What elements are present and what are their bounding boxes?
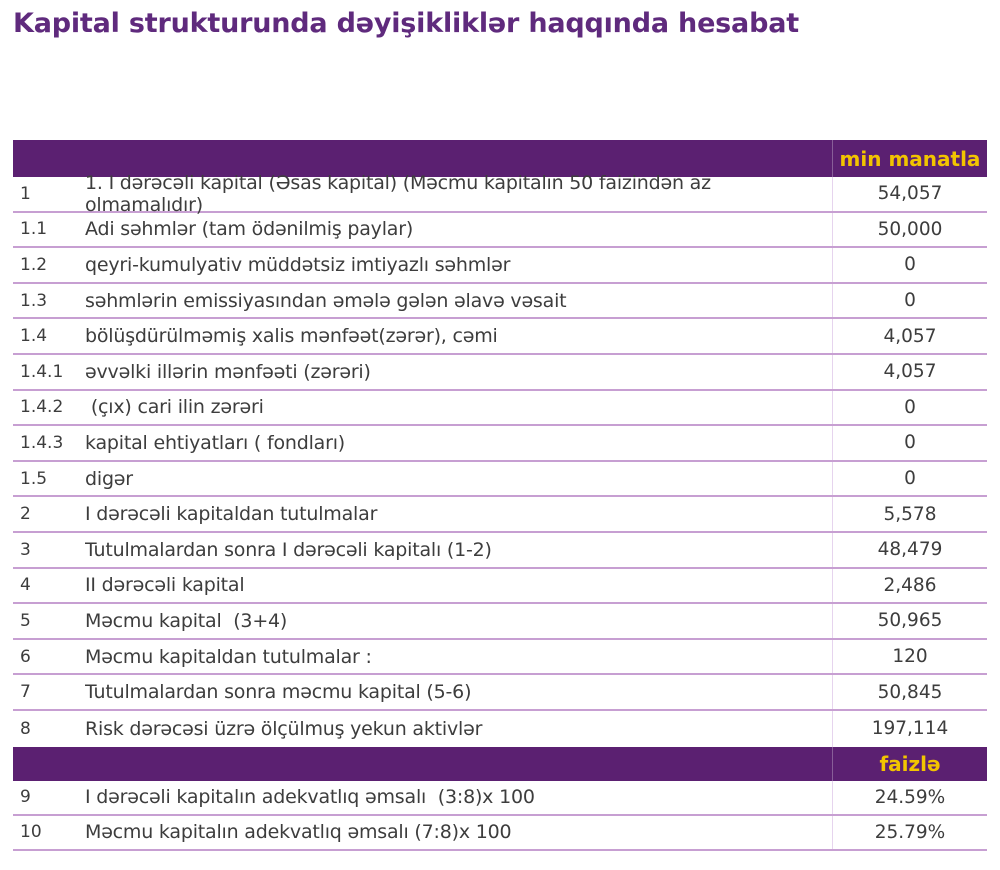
table-row: [13, 604, 987, 640]
row-number: 10: [20, 822, 42, 842]
percent-bar-spacer: [13, 747, 832, 781]
percent-header-label: faizlə: [832, 747, 987, 781]
row-number: 1.5: [20, 468, 48, 489]
table-row: [13, 171, 987, 216]
row-value: 0: [832, 462, 987, 496]
row-value: 4,057: [832, 319, 987, 353]
row-value: 54,057: [832, 177, 987, 211]
table-row: [13, 355, 987, 391]
row-value: 50,000: [832, 213, 987, 247]
row-number: 5: [20, 610, 31, 631]
table-row: [13, 569, 987, 605]
table-row: [13, 213, 987, 249]
row-value: 50,845: [832, 675, 987, 709]
row-number: 8: [20, 718, 31, 739]
capital-structure-table: [13, 140, 987, 851]
row-number: 1.4: [20, 326, 48, 347]
row-number: 1.4.3: [20, 432, 64, 453]
row-value: 4,057: [832, 355, 987, 389]
row-number: 1.4.2: [20, 397, 64, 418]
row-number: 4: [20, 575, 31, 596]
table-row: [13, 675, 987, 711]
table-body: [13, 171, 987, 747]
row-label: Tutulmalardan sonra I dərəcəli kapitalı (1-2): [85, 538, 492, 561]
row-label: bölüşdürülməmiş xalis mənfəət(zərər), cəmi: [85, 325, 498, 348]
row-label: digər: [85, 467, 133, 490]
table-row: [13, 248, 987, 284]
row-value: 197,114: [832, 711, 987, 747]
row-label: (çıx) cari ilin zərəri: [85, 396, 264, 419]
row-value: 5,578: [832, 497, 987, 531]
row-label: Məcmu kapitalın adekvatlıq əmsalı (7:8)x 100: [85, 821, 512, 843]
table-row: [13, 640, 987, 676]
table-row: [13, 497, 987, 533]
table-row: [13, 319, 987, 355]
table-row: [13, 284, 987, 320]
row-number: 2: [20, 504, 31, 525]
row-label: Risk dərəcəsi üzrə ölçülmuş yekun aktivlər: [85, 717, 483, 740]
row-number: 1.3: [20, 290, 48, 311]
row-label: I dərəcəli kapitaldan tutulmalar: [85, 503, 378, 526]
table-row: [13, 391, 987, 427]
row-number: 6: [20, 646, 31, 667]
row-label: 1. I dərəcəli kapital (Əsas kapital) (Məcmu kapitalın 50 faizindən az olmamalıdır): [85, 171, 717, 216]
row-value: 0: [832, 391, 987, 425]
row-value: 25.79%: [832, 816, 987, 849]
row-value: 50,965: [832, 604, 987, 638]
row-value: 120: [832, 640, 987, 674]
row-number: 1.1: [20, 219, 48, 240]
row-value: 0: [832, 284, 987, 318]
table-row: [13, 781, 987, 816]
row-label: səhmlərin emissiyasından əmələ gələn əlavə vəsait: [85, 289, 567, 312]
row-number: 1.4.1: [20, 361, 64, 382]
row-label: I dərəcəli kapitalın adekvatlıq əmsalı (3:8)x 100: [85, 786, 535, 808]
row-number: 3: [20, 539, 31, 560]
row-value: 48,479: [832, 533, 987, 567]
percent-section-bar: [13, 747, 987, 781]
table-row: [13, 462, 987, 498]
row-label: II dərəcəli kapital: [85, 574, 245, 597]
table-row: [13, 426, 987, 462]
row-label: Məcmu kapital (3+4): [85, 609, 288, 632]
row-label: Məcmu kapitaldan tutulmalar :: [85, 645, 372, 668]
row-number: 9: [20, 787, 31, 807]
row-number: 1.2: [20, 254, 48, 275]
row-value: 24.59%: [832, 781, 987, 814]
row-label: Tutulmalardan sonra məcmu kapital (5-6): [85, 681, 472, 704]
row-value: 0: [832, 426, 987, 460]
table-percent-body: [13, 781, 987, 851]
table-row: [13, 533, 987, 569]
row-label: kapital ehtiyatları ( fondları): [85, 431, 346, 454]
row-number: 7: [20, 682, 31, 703]
unit-header-label: min manatla: [832, 140, 987, 177]
row-label: Adi səhmlər (tam ödənilmiş paylar): [85, 218, 414, 241]
row-number: 1: [20, 183, 31, 204]
row-value: 0: [832, 248, 987, 282]
table-row: [13, 816, 987, 851]
row-label: əvvəlki illərin mənfəəti (zərəri): [85, 360, 371, 383]
row-value: 2,486: [832, 569, 987, 603]
page-title: Kapital strukturunda dəyişikliklər haqqında hesabat: [13, 8, 799, 39]
row-label: qeyri-kumulyativ müddətsiz imtiyazlı səhmlər: [85, 253, 511, 276]
table-row: [13, 711, 987, 747]
